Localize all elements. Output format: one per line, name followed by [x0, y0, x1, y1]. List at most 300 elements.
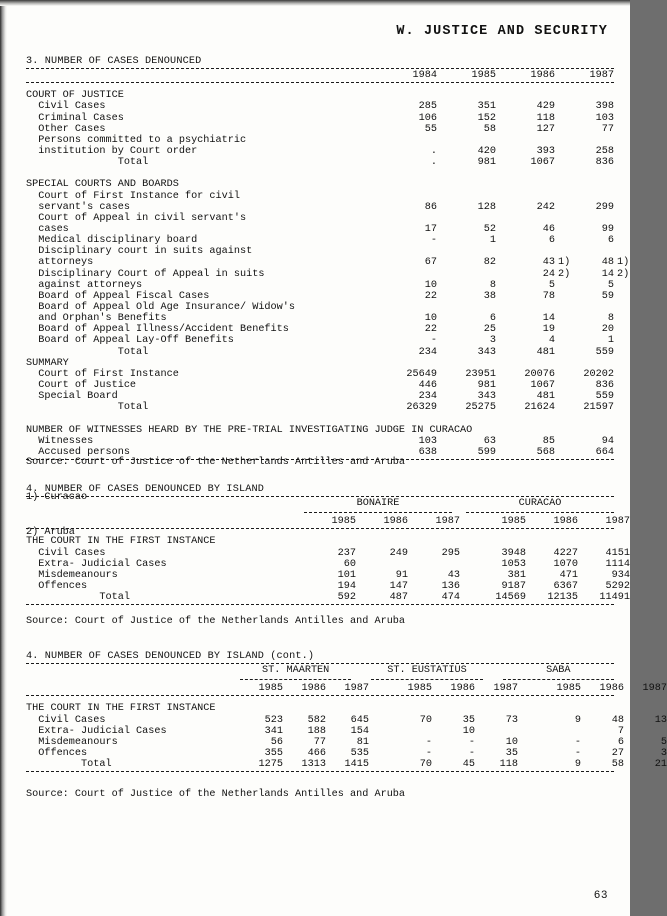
- row-value: 22: [424, 324, 437, 336]
- table-row: [26, 592, 630, 604]
- table-row: [26, 101, 614, 112]
- row-label: Court of Appeal in civil servant's: [26, 212, 247, 224]
- row-value: -: [430, 335, 437, 347]
- row-value: 4: [548, 335, 555, 347]
- row-label: Court of First Instance: [26, 368, 179, 380]
- curacao-value: 381: [507, 569, 526, 581]
- bonaire-value: 91: [395, 569, 408, 581]
- row-value: 343: [477, 346, 496, 358]
- group-saba: SABA: [546, 665, 571, 677]
- row-value: 393: [536, 146, 555, 157]
- st-maarten-value: 582: [307, 714, 326, 726]
- row-value: 103: [418, 435, 437, 447]
- year-1987: 1987: [589, 70, 614, 82]
- page-title: W. JUSTICE AND SECURITY: [396, 24, 608, 39]
- st-eustatius-value: 35: [462, 714, 475, 726]
- row-label: Medical disciplinary board: [26, 235, 198, 247]
- st-maarten-value: 188: [307, 725, 326, 737]
- row-value: 1: [607, 335, 614, 347]
- row-value: 106: [418, 112, 437, 124]
- st-eustatius-value: 70: [419, 759, 432, 771]
- row-value: 258: [595, 146, 614, 157]
- table-row: [26, 313, 614, 324]
- table-4-cont-bottom-rule: [26, 771, 614, 772]
- row-value: 21624: [524, 402, 555, 414]
- row-value: 481: [536, 346, 555, 358]
- row-label: Civil Cases: [26, 714, 106, 726]
- row-value: 22: [424, 290, 437, 302]
- footnote-marker: 1): [558, 257, 571, 269]
- year-1984: 1984: [412, 70, 437, 82]
- table-4-year-header: [26, 516, 630, 528]
- table-row: [26, 736, 667, 748]
- row-label: Total: [26, 157, 149, 169]
- group-header-spacer: [26, 498, 304, 509]
- row-label: Misdemeanours: [26, 569, 118, 581]
- section-heading-text: THE COURT IN THE FIRST INSTANCE: [26, 703, 216, 715]
- row-label: and Orphan's Benefits: [26, 313, 167, 325]
- table-3-section-heading: [26, 90, 614, 101]
- curacao-value: 9187: [501, 581, 526, 592]
- saba-value: 9: [574, 759, 581, 771]
- table-4-cases-by-island: [26, 484, 630, 606]
- table-4-caption: 4. NUMBER OF CASES DENOUNCED BY ISLAND: [26, 484, 265, 495]
- row-value: 10: [424, 279, 437, 291]
- st-maarten-value: 645: [350, 714, 369, 726]
- saba-value: 3: [660, 748, 667, 759]
- row-value: 836: [595, 157, 614, 169]
- table-4-group-underlines: [26, 509, 614, 516]
- table-row: [26, 581, 630, 592]
- table-row: [26, 235, 614, 246]
- row-value: 234: [418, 346, 437, 358]
- row-label: Total: [26, 346, 149, 358]
- st-maarten-value: 535: [350, 748, 369, 759]
- row-value: 128: [477, 201, 496, 213]
- row-label: Civil Cases: [26, 547, 106, 559]
- group-st-maarten: ST. MAARTEN: [262, 665, 330, 677]
- table-4-top-rule: [26, 496, 614, 497]
- section-heading-text: NUMBER OF WITNESSES HEARD BY THE PRE-TRIAL INVESTIGATING JUDGE IN CURACAO: [26, 424, 473, 436]
- underline-st-maarten: [240, 679, 351, 680]
- bonaire-value: 101: [337, 569, 356, 581]
- bonaire-value: 60: [343, 558, 356, 570]
- eustatius-year-1986: 1986: [450, 683, 475, 695]
- row-label: Misdemeanours: [26, 736, 118, 748]
- curacao-value: 4227: [553, 547, 578, 559]
- saba-year-1985: 1985: [556, 683, 581, 695]
- table-3-number-of-cases-denounced: [26, 56, 630, 461]
- row-label: Criminal Cases: [26, 112, 124, 124]
- group-gap: [452, 498, 466, 509]
- row-value: 152: [477, 112, 496, 124]
- bonaire-value: 136: [441, 581, 460, 592]
- row-value: 85: [542, 435, 555, 447]
- row-value: 8: [607, 313, 614, 325]
- row-value: 86: [424, 201, 437, 213]
- row-label: against attorneys: [26, 279, 143, 291]
- table-3-section-heading: [26, 179, 614, 190]
- bonaire-value: 474: [441, 592, 460, 604]
- table-row: [26, 369, 614, 380]
- row-value: 58: [483, 123, 496, 135]
- table-4-cont-group-header: [26, 665, 614, 676]
- curacao-value: 5292: [605, 581, 630, 592]
- row-value: 20: [601, 324, 614, 336]
- st-eustatius-value: -: [425, 748, 432, 759]
- row-label: Court of First Instance for civil: [26, 190, 240, 202]
- row-label: Board of Appeal Old Age Insurance/ Widow's: [26, 301, 295, 313]
- table-row: [26, 324, 614, 335]
- table-4-header-rule: [26, 528, 614, 529]
- table-row: [26, 213, 614, 224]
- saba-value: 5: [660, 736, 667, 748]
- curacao-year-1985: 1985: [501, 516, 526, 528]
- st-maarten-value: 341: [264, 725, 283, 737]
- table-row: [26, 224, 614, 235]
- curacao-value: 3948: [501, 547, 526, 559]
- year-1986: 1986: [530, 70, 555, 82]
- table-4-cont-group-underlines: [26, 676, 614, 683]
- table-4-cont-top-rule: [26, 663, 614, 664]
- table-3-header-rule: [26, 82, 614, 83]
- table-4-cont-body: [26, 703, 667, 771]
- row-value: 836: [595, 379, 614, 391]
- st-eustatius-value: 35: [505, 748, 518, 759]
- maarten-year-1985: 1985: [258, 683, 283, 695]
- row-label: Special Board: [26, 391, 118, 403]
- table-row: [26, 124, 614, 135]
- table-row: [26, 257, 630, 269]
- row-value: 118: [536, 112, 555, 124]
- table-row: [26, 569, 630, 581]
- row-label: Board of Appeal Fiscal Cases: [26, 290, 210, 302]
- bonaire-value: 295: [441, 547, 460, 559]
- row-label: Witnesses: [26, 435, 94, 447]
- saba-value: 58: [611, 759, 624, 771]
- table-row: [26, 547, 630, 559]
- row-value: -: [430, 235, 437, 247]
- st-maarten-value: 154: [350, 725, 369, 737]
- section-spacer: [26, 413, 614, 424]
- row-value: 6: [607, 235, 614, 247]
- footnote-marker: 2): [558, 268, 571, 280]
- bonaire-value: 592: [337, 592, 356, 604]
- bonaire-value: 487: [389, 592, 408, 604]
- row-value: 234: [418, 391, 437, 403]
- table-4-cont-header-rule: [26, 695, 614, 696]
- bonaire-value: 147: [389, 581, 408, 592]
- st-maarten-value: 81: [356, 736, 369, 748]
- section-heading-text: SPECIAL COURTS AND BOARDS: [26, 179, 179, 191]
- table-3-caption: 3. NUMBER OF CASES DENOUNCED: [26, 56, 202, 67]
- row-value: 77: [601, 123, 614, 135]
- table-4-cont-year-header: [26, 683, 667, 695]
- row-value: 55: [424, 123, 437, 135]
- row-value: 24 2): [496, 269, 555, 280]
- curacao-value: 11491: [599, 592, 630, 604]
- table-row: [26, 280, 614, 291]
- table-row: [26, 748, 667, 759]
- table-3-footnote-2: 2) Aruba: [26, 526, 75, 538]
- row-value: 10: [424, 313, 437, 325]
- table-3-body: [26, 90, 630, 460]
- footnote-marker: 2): [617, 268, 630, 280]
- row-label: Extra- Judicial Cases: [26, 558, 167, 570]
- row-value: 559: [595, 346, 614, 358]
- row-label: attorneys: [26, 257, 94, 269]
- table-row: [26, 759, 667, 771]
- st-eustatius-value: 45: [462, 759, 475, 771]
- row-label: institution by Court order: [26, 146, 198, 157]
- saba-value: 27: [611, 748, 624, 759]
- curacao-value: 1053: [501, 558, 526, 570]
- row-value: 23951: [465, 368, 496, 380]
- curacao-value: 6367: [553, 581, 578, 592]
- row-value: 14: [542, 313, 555, 325]
- row-value: 299: [595, 201, 614, 213]
- table-row: [26, 202, 614, 213]
- cont-group-gap-1: [351, 665, 371, 676]
- saba-value: 21: [654, 759, 667, 771]
- row-value: 48 1): [555, 257, 614, 268]
- bonaire-value: 43: [447, 569, 460, 581]
- st-eustatius-value: 10: [505, 736, 518, 748]
- page-number: 63: [593, 890, 608, 902]
- maarten-year-1987: 1987: [344, 683, 369, 695]
- row-label: Disciplinary court in suits against: [26, 246, 253, 258]
- section-heading-text: SUMMARY: [26, 357, 69, 369]
- eustatius-year-1987: 1987: [493, 683, 518, 695]
- cont-group-spacer: [26, 665, 240, 676]
- st-eustatius-value: 73: [505, 714, 518, 726]
- row-value: 19: [542, 324, 555, 336]
- row-value: 568: [536, 446, 555, 458]
- st-maarten-value: 523: [264, 714, 283, 726]
- curacao-value: 934: [611, 569, 630, 581]
- row-value: 481: [536, 391, 555, 403]
- bonaire-value: 194: [337, 581, 356, 592]
- page-sheet: [8, 6, 667, 916]
- table-3-section-heading: [26, 358, 614, 369]
- row-value: .: [430, 157, 437, 169]
- underline-bonaire: [304, 512, 452, 513]
- table-4-cont-cases-by-island: [26, 651, 667, 773]
- underline-curacao: [466, 512, 614, 513]
- row-value: 351: [477, 101, 496, 113]
- table-3-source: Source: Court of Justice of the Netherlands Antilles and Aruba: [26, 457, 406, 469]
- row-value: 94: [601, 435, 614, 447]
- section-heading-text: COURT OF JUSTICE: [26, 90, 124, 102]
- row-value: 343: [477, 391, 496, 403]
- table-row: [26, 391, 614, 402]
- st-maarten-value: 1275: [258, 759, 283, 771]
- row-value: 20076: [524, 368, 555, 380]
- row-value: 6: [548, 235, 555, 247]
- row-value: 99: [601, 223, 614, 235]
- eustatius-year-1985: 1985: [407, 683, 432, 695]
- bonaire-year-1986: 1986: [383, 516, 408, 528]
- underline-st-eustatius: [371, 679, 482, 680]
- row-value: 25: [483, 324, 496, 336]
- footnote-marker: 1): [617, 257, 630, 269]
- saba-value: 6: [617, 736, 624, 748]
- row-label: Disciplinary Court of Appeal in suits: [26, 268, 265, 280]
- row-label: Offences: [26, 581, 88, 592]
- st-maarten-value: 77: [313, 736, 326, 748]
- section-spacer: [26, 168, 614, 179]
- row-value: 559: [595, 391, 614, 403]
- table-4-source: Source: Court of Justice of the Netherlands Antilles and Aruba: [26, 616, 406, 627]
- row-value: 20202: [583, 368, 614, 380]
- underline-saba: [503, 679, 614, 680]
- cont-group-gap-2: [483, 665, 503, 676]
- row-label: Other Cases: [26, 123, 106, 135]
- group-st-eustatius: ST. EUSTATIUS: [387, 665, 467, 677]
- row-label: Accused persons: [26, 446, 130, 458]
- row-value: 398: [595, 101, 614, 113]
- row-value: 25649: [406, 368, 437, 380]
- curacao-value: 471: [559, 569, 578, 581]
- curacao-year-1986: 1986: [553, 516, 578, 528]
- row-value: 638: [418, 446, 437, 458]
- row-value: 664: [595, 446, 614, 458]
- st-eustatius-value: -: [468, 748, 475, 759]
- row-value: 981: [477, 157, 496, 169]
- curacao-value: 1070: [553, 558, 578, 570]
- bonaire-value: 237: [337, 547, 356, 559]
- section-heading-text: THE COURT IN THE FIRST INSTANCE: [26, 536, 216, 548]
- table-row: [26, 558, 630, 570]
- table-4-group-header: [26, 498, 614, 509]
- bonaire-value: 249: [389, 547, 408, 559]
- row-label: Total: [26, 592, 130, 604]
- row-value: 21597: [583, 402, 614, 414]
- saba-value: -: [574, 748, 581, 759]
- row-value: 14 2): [555, 269, 614, 280]
- st-maarten-value: 1415: [344, 759, 369, 771]
- saba-value: 13: [654, 714, 667, 726]
- row-value: 67: [424, 257, 437, 269]
- st-maarten-value: 1313: [301, 759, 326, 771]
- table-3-year-header: [26, 70, 614, 81]
- table-4-cont-caption: 4. NUMBER OF CASES DENOUNCED BY ISLAND (cont.): [26, 651, 315, 662]
- st-eustatius-value: 10: [462, 725, 475, 737]
- table-3-footnote-1: 1) Curacao: [26, 491, 88, 503]
- row-value: 3: [489, 335, 496, 347]
- row-label: Persons committed to a psychiatric: [26, 134, 247, 146]
- bonaire-year-1987: 1987: [435, 516, 460, 528]
- group-curacao: CURACAO: [518, 498, 562, 510]
- row-value: 1067: [530, 379, 555, 391]
- table-row: [26, 246, 614, 257]
- st-maarten-value: 56: [270, 736, 283, 748]
- row-value: 420: [477, 146, 496, 157]
- row-value: 446: [418, 379, 437, 391]
- saba-year-1986: 1986: [599, 683, 624, 695]
- st-eustatius-value: -: [468, 736, 475, 748]
- curacao-value: 14569: [495, 592, 526, 604]
- table-3-top-rule: [26, 68, 614, 69]
- table-row: [26, 335, 614, 346]
- row-value: 981: [477, 379, 496, 391]
- row-value: 59: [601, 290, 614, 302]
- row-value: 285: [418, 101, 437, 113]
- row-value: 26329: [406, 402, 437, 414]
- table-4-bottom-rule: [26, 604, 614, 605]
- row-label: Civil Cases: [26, 101, 106, 113]
- maarten-year-1986: 1986: [301, 683, 326, 695]
- row-value: .: [430, 146, 437, 157]
- table-row: [26, 146, 614, 157]
- table-row: [26, 135, 614, 146]
- st-eustatius-value: 118: [499, 759, 518, 771]
- row-label: Total: [26, 759, 112, 771]
- row-value: 17: [424, 223, 437, 235]
- row-label: Total: [26, 402, 149, 414]
- year-1985: 1985: [471, 70, 496, 82]
- row-value: 242: [536, 201, 555, 213]
- group-bonaire: BONAIRE: [356, 498, 400, 510]
- row-value: 103: [595, 112, 614, 124]
- row-value: 6: [489, 313, 496, 325]
- row-label: Offences: [26, 748, 88, 759]
- row-label: cases: [26, 223, 69, 235]
- bonaire-year-1985: 1985: [331, 516, 356, 528]
- table-row: [26, 725, 624, 737]
- row-value: 38: [483, 290, 496, 302]
- table-row: [26, 291, 614, 302]
- table-4-cont-source: Source: Court of Justice of the Netherlands Antilles and Aruba: [26, 789, 406, 800]
- table-row: [26, 402, 614, 413]
- row-value: 82: [483, 257, 496, 269]
- row-value: 46: [542, 223, 555, 235]
- row-label: servant's cases: [26, 201, 130, 213]
- table-4-section-heading: [26, 536, 614, 547]
- st-maarten-value: 355: [264, 748, 283, 759]
- st-maarten-value: 466: [307, 748, 326, 759]
- row-value: 127: [536, 123, 555, 135]
- row-value: 43 1): [496, 257, 555, 268]
- table-row: [26, 380, 614, 391]
- curacao-value: 1114: [605, 558, 630, 570]
- table-row: [26, 268, 630, 280]
- row-value: 52: [483, 223, 496, 235]
- row-value: 78: [542, 290, 555, 302]
- row-value: 63: [483, 435, 496, 447]
- curacao-value: 4151: [605, 547, 630, 559]
- table-row: [26, 191, 614, 202]
- row-value: 5: [548, 279, 555, 291]
- row-value: 429: [536, 101, 555, 113]
- table-4-cont-section-heading: [26, 703, 614, 714]
- table-row: [26, 113, 614, 124]
- table-row: [26, 714, 667, 726]
- row-value: 599: [477, 446, 496, 458]
- st-eustatius-value: 70: [419, 714, 432, 726]
- st-eustatius-value: -: [425, 736, 432, 748]
- table-row: [26, 347, 614, 358]
- saba-value: 9: [574, 714, 581, 726]
- curacao-year-1987: 1987: [605, 516, 630, 528]
- row-value: 8: [489, 279, 496, 291]
- saba-value: -: [574, 736, 581, 748]
- row-label: Extra- Judicial Cases: [26, 725, 167, 737]
- row-value: 1067: [530, 157, 555, 169]
- row-label: Board of Appeal Illness/Accident Benefits: [26, 324, 289, 336]
- table-row: [26, 302, 614, 313]
- row-value: 1: [489, 235, 496, 247]
